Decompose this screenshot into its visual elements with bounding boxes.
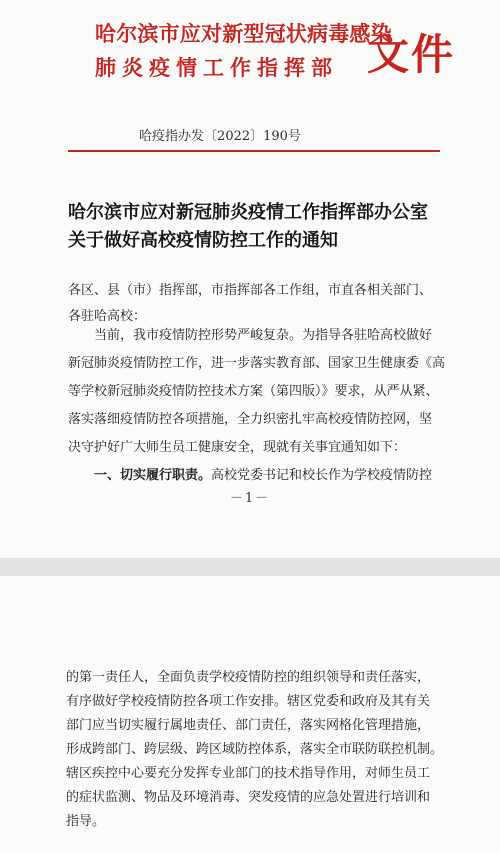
text-line: 的症状监测、物品及环境消毒、突发疫情的应急处置进行培训和 [66,790,431,805]
text-line: 的第一责任人，全面负责学校疫情防控的组织领导和责任落实， [66,670,431,685]
document-number: 哈疫指办发〔2022〕190号 [139,129,301,144]
masthead-line-2: 肺炎疫情工作指挥部 [95,55,338,80]
text-line: 形成跨部门、跨层级、跨区域防控体系，落实全市联防联控机制。 [66,742,444,757]
section-1-heading: 一、切实履行职责。 [94,468,212,483]
text-line: 指导。 [66,814,106,829]
text-line: 部门应当切实履行属地责任、部门责任，落实网格化管理措施， [66,718,431,733]
title-line-2: 关于做好高校疫情防控工作的通知 [68,230,338,251]
masthead-line-1: 哈尔滨市应对新型冠状病毒感染 [95,21,392,46]
document-page-2 [0,576,500,854]
red-divider-line [68,150,440,152]
addressee-line-1: 各区、县（市）指挥部，市指挥部各工作组，市直各相关部门、 [68,283,433,298]
text-line: 等学校新冠肺炎疫情防控技术方案（第四版）》要求，从严从紧、 [68,384,439,399]
section-1-text: 高校党委书记和校长作为学校疫情防控 [211,468,433,483]
text-line: 有序做好学校疫情防控各项工作安排。辖区党委和政府及其有关 [66,694,431,709]
text-line: 新冠肺炎疫情防控工作，进一步落实教育部、国家卫生健康委《高 [68,356,446,371]
section-1-line [68,462,448,490]
body-paragraph-2 [66,666,486,834]
text-line: 辖区疾控中心要充分发挥专业部门的技术指导作用，对师生员工 [66,766,431,781]
text-line: 决守护好广大师生员工健康安全，现就有关事宜通知如下： [68,440,407,455]
body-paragraph-1 [68,322,448,490]
masthead-wenjian: 文件 [367,30,456,79]
title-line-1: 哈尔滨市应对新冠肺炎疫情工作指挥部办公室 [68,202,428,223]
page-number: －1－ [229,491,271,506]
text-line: 落实落细疫情防控各项措施，全力织密扎牢高校疫情防控网，坚 [68,412,433,427]
text-line: 当前，我市疫情防控形势严峻复杂。为指导各驻哈高校做好 [94,328,433,343]
masthead [95,10,495,80]
addressee-line-2: 各驻哈高校： [68,309,147,324]
